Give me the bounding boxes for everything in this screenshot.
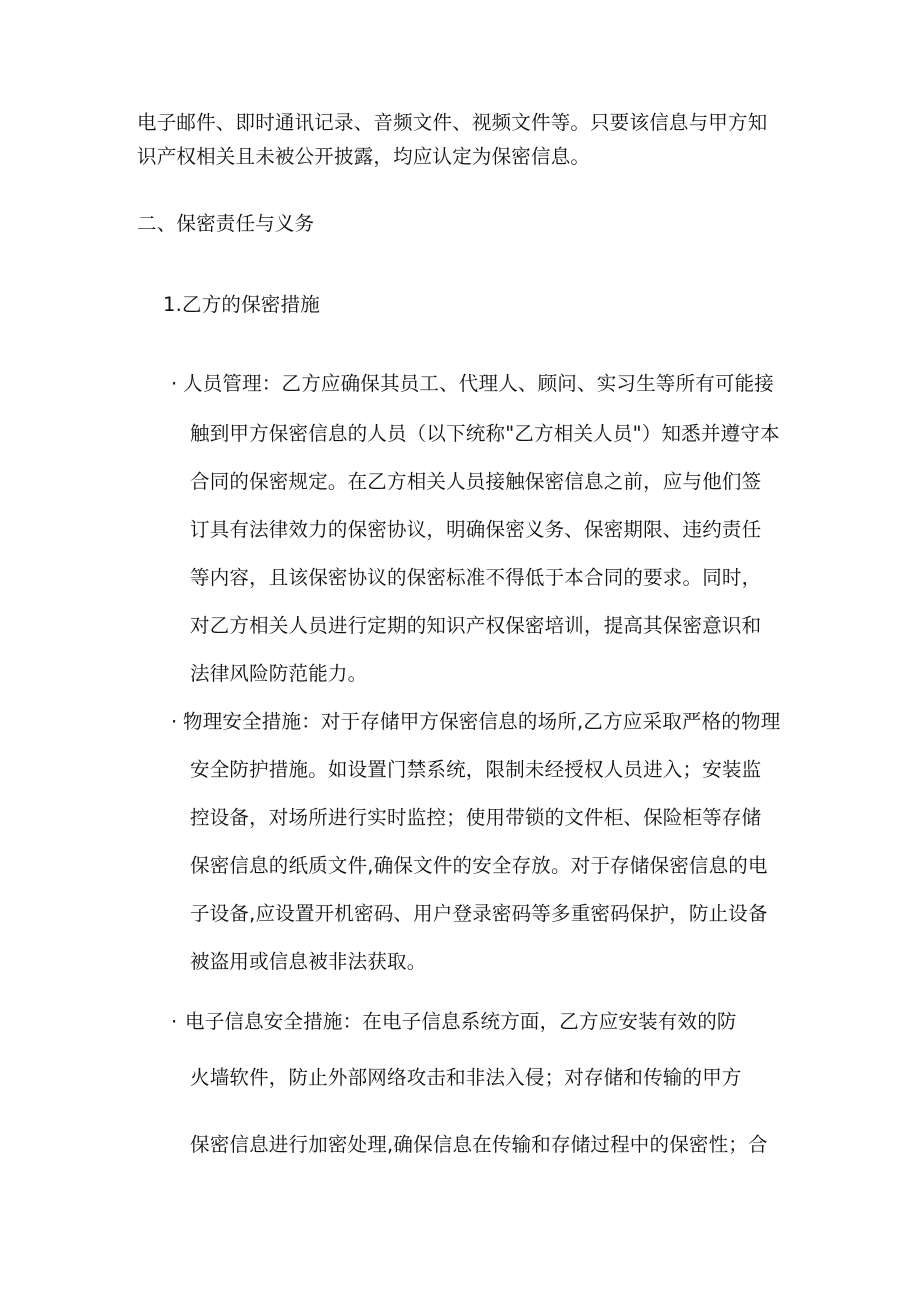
bullet-3-line-3: 保密信息进行加密处理,确保信息在传输和存储过程中的保密性；合 (190, 1133, 768, 1156)
bullet-3-line-1: 电子信息安全措施：在电子信息系统方面，乙方应安装有效的防 (185, 1010, 737, 1033)
bullet-2-line-6: 被盗用或信息被非法获取。 (190, 950, 427, 973)
bullet-marker: · (171, 1010, 178, 1033)
section-heading: 二、保密责任与义务 (137, 212, 315, 235)
bullet-1-line-3: 合同的保密规定。在乙方相关人员接触保密信息之前，应与他们签 (190, 470, 762, 493)
subsection-heading: 1.乙方的保密措施 (163, 293, 320, 316)
bullet-1-line-5: 等内容，且该保密协议的保密标准不得低于本合同的要求。同时， (190, 566, 762, 589)
bullet-2-line-4: 保密信息的纸质文件,确保文件的安全存放。对于存储保密信息的电 (190, 854, 768, 877)
intro-line-2: 识产权相关且未被公开披露，均应认定为保密信息。 (137, 145, 591, 168)
bullet-3-line-2: 火墙软件，防止外部网络攻击和非法入侵；对存储和传输的甲方 (190, 1066, 742, 1089)
bullet-1-line-4: 订具有法律效力的保密协议，明确保密义务、保密期限、违约责任 (190, 518, 762, 541)
bullet-marker: · (171, 372, 178, 395)
bullet-2-line-3: 控设备，对场所进行实时监控；使用带锁的文件柜、保险柜等存储 (190, 806, 762, 829)
bullet-marker: · (171, 710, 178, 733)
bullet-1-line-1: 人员管理：乙方应确保其员工、代理人、顾问、实习生等所有可能接 (183, 372, 775, 395)
bullet-2-line-5: 子设备,应设置开机密码、用户登录密码等多重密码保护，防止设备 (190, 902, 768, 925)
bullet-1-line-2: 触到甲方保密信息的人员（以下统称"乙方相关人员"）知悉并遵守本 (190, 422, 780, 445)
bullet-2-line-2: 安全防护措施。如设置门禁系统，限制未经授权人员进入；安装监 (190, 758, 762, 781)
intro-line-1: 电子邮件、即时通讯记录、音频文件、视频文件等。只要该信息与甲方知 (137, 111, 768, 134)
bullet-1-line-6: 对乙方相关人员进行定期的知识产权保密培训，提高其保密意识和 (190, 614, 762, 637)
bullet-2-line-1: 物理安全措施：对于存储甲方保密信息的场所,乙方应采取严格的物理 (183, 710, 781, 733)
bullet-1-line-7: 法律风险防范能力。 (190, 662, 368, 685)
